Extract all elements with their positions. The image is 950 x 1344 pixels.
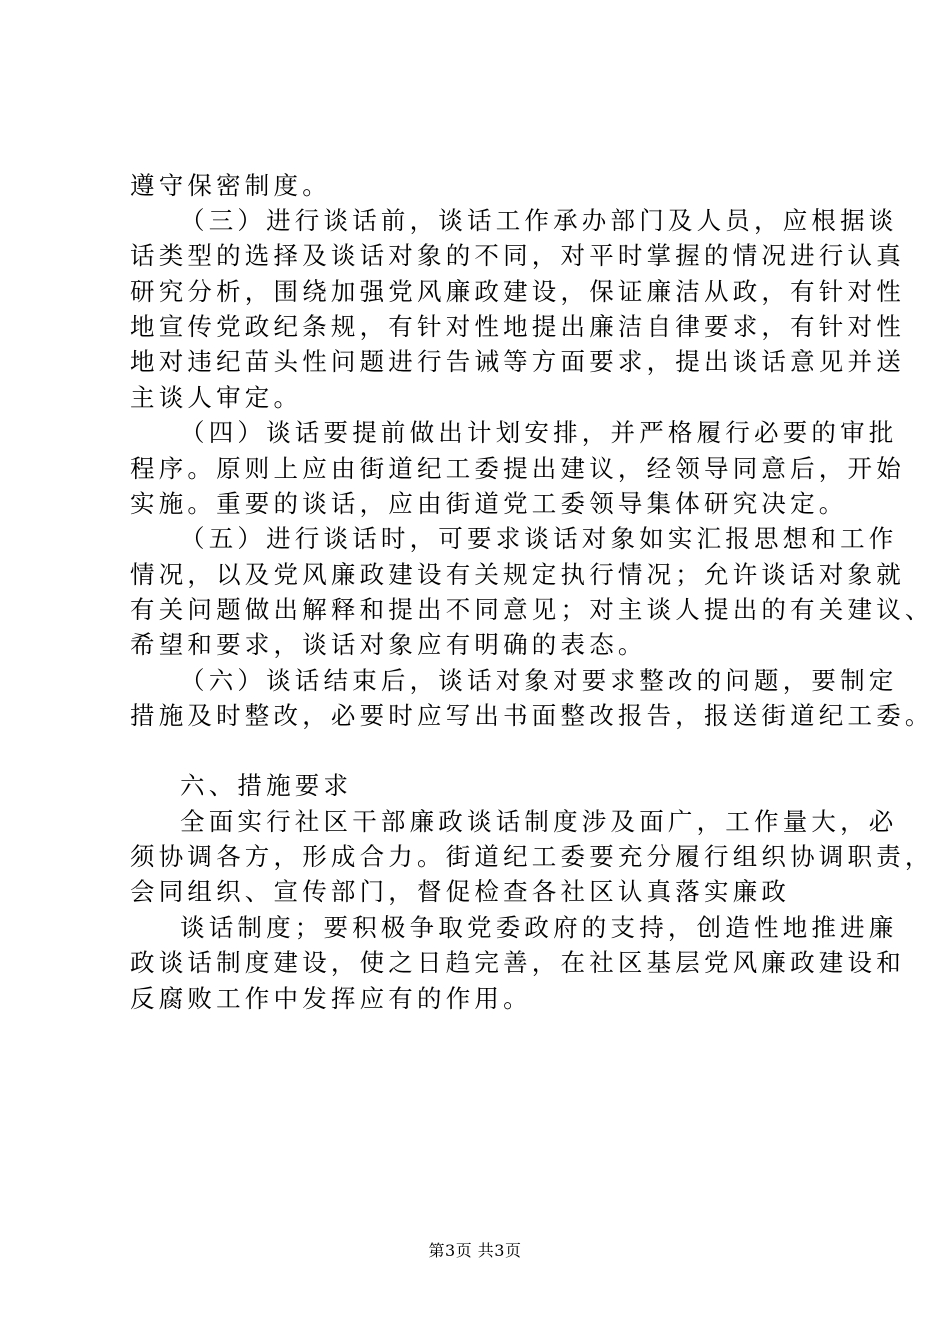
text-line: （六）谈话结束后，谈话对象对要求整改的问题，要制定: [180, 666, 898, 695]
text-line: 遵守保密制度。: [130, 171, 331, 200]
text-line: 希望和要求，谈话对象应有明确的表态。: [130, 630, 647, 659]
text-line: 主谈人审定。: [130, 383, 303, 412]
text-line: 有关问题做出解释和提出不同意见；对主谈人提出的有关建议、: [130, 595, 934, 624]
text-line: 实施。重要的谈话，应由街道党工委领导集体研究决定。: [130, 489, 848, 518]
text-line: 政谈话制度建设，使之日趋完善，在社区基层党风廉政建设和: [130, 948, 905, 977]
text-line: 研究分析，围绕加强党风廉政建设，保证廉洁从政，有针对性: [130, 277, 905, 306]
text-line: 措施及时整改，必要时应写出书面整改报告，报送街道纪工委。: [130, 701, 934, 730]
text-line: 谈话制度；要积极争取党委政府的支持，创造性地推进廉: [180, 913, 898, 942]
text-line: 情况，以及党风廉政建设有关规定执行情况；允许谈话对象就: [130, 560, 905, 589]
text-line: （三）进行谈话前，谈话工作承办部门及人员，应根据谈: [180, 206, 898, 235]
text-line: 须协调各方，形成合力。街道纪工委要充分履行组织协调职责，: [130, 842, 934, 871]
text-line: 全面实行社区干部廉政谈话制度涉及面广，工作量大，必: [180, 807, 898, 836]
text-line: 地宣传党政纪条规，有针对性地提出廉洁自律要求，有针对性: [130, 312, 905, 341]
text-line: 地对违纪苗头性问题进行告诫等方面要求，提出谈话意见并送: [130, 347, 905, 376]
text-line: （四）谈话要提前做出计划安排，并严格履行必要的审批: [180, 418, 898, 447]
text-line: 程序。原则上应由街道纪工委提出建议，经领导同意后，开始: [130, 454, 905, 483]
section-heading: 六、措施要求: [180, 771, 353, 800]
text-line: 会同组织、宣传部门，督促检查各社区认真落实廉政: [130, 877, 791, 906]
text-line: （五）进行谈话时，可要求谈话对象如实汇报思想和工作: [180, 524, 898, 553]
text-line: 反腐败工作中发挥应有的作用。: [130, 984, 532, 1013]
page-number: 第3页 共3页: [428, 1241, 522, 1260]
text-line: 话类型的选择及谈话对象的不同，对平时掌握的情况进行认真: [130, 241, 905, 270]
